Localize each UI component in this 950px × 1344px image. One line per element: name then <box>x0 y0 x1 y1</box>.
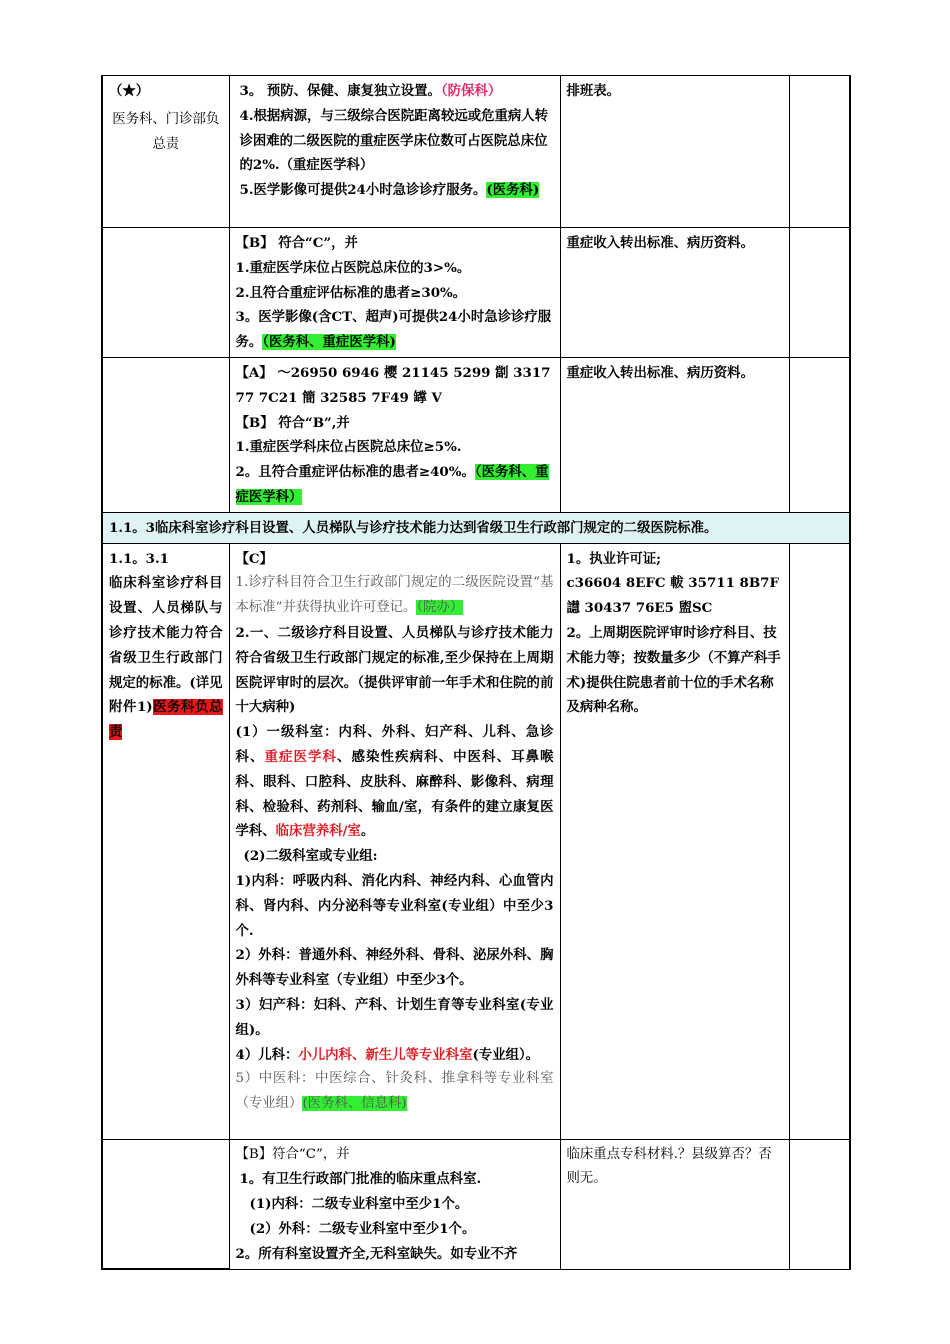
item-cell <box>102 1139 229 1269</box>
criteria-line: 1)内科：呼吸内科、消化内科、神经内科、心血管内科、肾内科、内分泌科等专业科室(专业组）中至少3个. <box>235 872 554 939</box>
grade-label: 【B】符合“C”，并 <box>235 1146 350 1162</box>
criteria-cell <box>229 357 560 512</box>
criteria-line: 3。医学影像(含CT、超声)可提供24小时急诊诊疗服务。（医务科、重症医学科) <box>235 309 552 351</box>
notes-cell <box>789 228 850 358</box>
table-row <box>102 228 850 358</box>
criteria-line: 1.诊疗科目符合卫生行政部门规定的二级医院设置“基本标准”并获得执业许可登记。（院办） <box>235 575 554 616</box>
criteria-line: (1)内科：二级专业科室中至少1个。 <box>249 1196 469 1213</box>
evidence-line: 1。执业许可证; <box>566 550 662 567</box>
criteria-line: 1.重症医学床位占医院总床位的3>%。 <box>235 259 471 276</box>
criteria-line: 4.根据病源，与三级综合医院距离较远或危重病人转诊困难的二级医院的重症医学床位数可占医院总床位的2%.（重症医学科） <box>239 107 549 174</box>
criteria-line: (1）一级科室：内科、外科、妇产科、儿科、急诊科、重症医学科、感染性疾病科、中医科、耳鼻喉科、眼科、口腔科、皮肤科、麻醉科、影像科、病理科、检验科、药剂科、输血/室，有条件的建立康复医学科、临床营养科/室。 <box>235 724 554 840</box>
dept-tag: （医务科、重症医学科) <box>262 334 396 351</box>
section-header-row <box>102 512 850 543</box>
grade-label: 【C】 <box>235 550 273 567</box>
criteria-cell <box>229 1139 560 1269</box>
table-row <box>102 357 850 512</box>
item-text: 临床科室诊疗科目设置、人员梯队与诊疗技术能力符合省级卫生行政部门规定的标准。(详见附件1) <box>109 575 223 716</box>
evidence-cell: 重症收入转出标准、病历资料。 <box>560 228 789 358</box>
evidence-line: c36604 8EFC 軷 35711 8B7F 譿 30437 76E5 盥SC <box>566 575 780 617</box>
responsible-cell <box>102 357 229 512</box>
evidence-cell: 临床重点专科材料.？县级算否？否则无。 <box>560 1139 789 1269</box>
item-cell <box>102 543 229 1139</box>
criteria-line: 2.一、二级诊疗科目设置、人员梯队与诊疗技术能力符合省级卫生行政部门规定的标准,至少保持在上周期医院评审时的层次。（提供评审前一年手术和住院的前十大病种) <box>235 624 554 716</box>
criteria-cell <box>229 76 560 228</box>
item-number: 1.1。3.1 <box>109 550 169 567</box>
criteria-line: 3）妇产科：妇科、产科、计划生育等专业科室(专业组)。 <box>235 996 554 1038</box>
criteria-line: 1。有卫生行政部门批准的临床重点科室. <box>239 1171 482 1188</box>
criteria-line: 4）儿科：小儿内科、新生儿等专业科室(专业组）。 <box>235 1046 540 1063</box>
notes-cell <box>789 1139 850 1269</box>
criteria-cell <box>229 543 560 1139</box>
evidence-cell: 重症收入转出标准、病历资料。 <box>560 357 789 512</box>
dept-tag: （医务科、重症医学科） <box>235 464 549 505</box>
section-title: 1.1。3临床科室诊疗科目设置、人员梯队与诊疗技术能力达到省级卫生行政部门规定的二级医院标准。 <box>102 512 850 543</box>
notes-cell <box>789 357 850 512</box>
evidence-cell <box>560 543 789 1139</box>
criteria-line: 5.医学影像可提供24小时急诊诊疗服务。(医务科) <box>239 182 540 199</box>
table-row <box>102 543 850 1139</box>
dept-tag: 医务科负总责 <box>109 699 223 741</box>
criteria-line: (2)二级科室或专业组: <box>243 848 378 865</box>
grade-label: 【B】 符合“C”，并 <box>235 235 358 251</box>
table-row <box>102 1139 850 1269</box>
notes-cell <box>789 76 850 228</box>
criteria-line: (2）外科：二级专业科室中至少1个。 <box>249 1220 476 1237</box>
responsible-cell <box>102 76 229 228</box>
criteria-line: 2）外科：普通外科、神经外科、骨科、泌尿外科、胸外科等专业科室（专业组）中至少3个。 <box>235 947 554 989</box>
responsible-cell <box>102 228 229 358</box>
criteria-line: 3。 预防、保健、康复独立设置。（防保科） <box>239 83 502 99</box>
criteria-line: 2。且符合重症评估标准的患者≥40%。（医务科、重症医学科） <box>235 464 549 505</box>
grade-label: 【A】 ～26950 6946 樱 21145 5299 劏 331777 7C21 簡 32585 7F49 罉 V <box>235 364 551 406</box>
criteria-line: 5）中医科：中医综合、针灸科、推拿科等专业科室（专业组）(医务科、信息科) <box>235 1071 554 1112</box>
standards-table <box>101 75 851 1270</box>
criteria-line: 2。所有科室设置齐全,无科室缺失。如专业不齐 <box>235 1245 518 1262</box>
criteria-cell <box>229 228 560 358</box>
evidence-line: 2。上周期医院评审时诊疗科目、技术能力等；按数量多少（不算产科手术)提供住院患者前十位的手术名称及病种名称。 <box>566 624 781 716</box>
evidence-cell: 排班表。 <box>560 76 789 228</box>
notes-cell <box>789 543 850 1139</box>
star-mark: （★） <box>109 83 150 99</box>
criteria-line: 2.且符合重症评估标准的患者≥30%。 <box>235 284 467 301</box>
criteria-line: 1.重症医学科床位占医院总床位≥5%. <box>235 439 462 456</box>
responsible-dept: 医务科、门诊部负总责 <box>112 111 220 152</box>
table-row <box>102 76 850 228</box>
grade-label: 【B】 符合“B”,并 <box>235 414 350 431</box>
